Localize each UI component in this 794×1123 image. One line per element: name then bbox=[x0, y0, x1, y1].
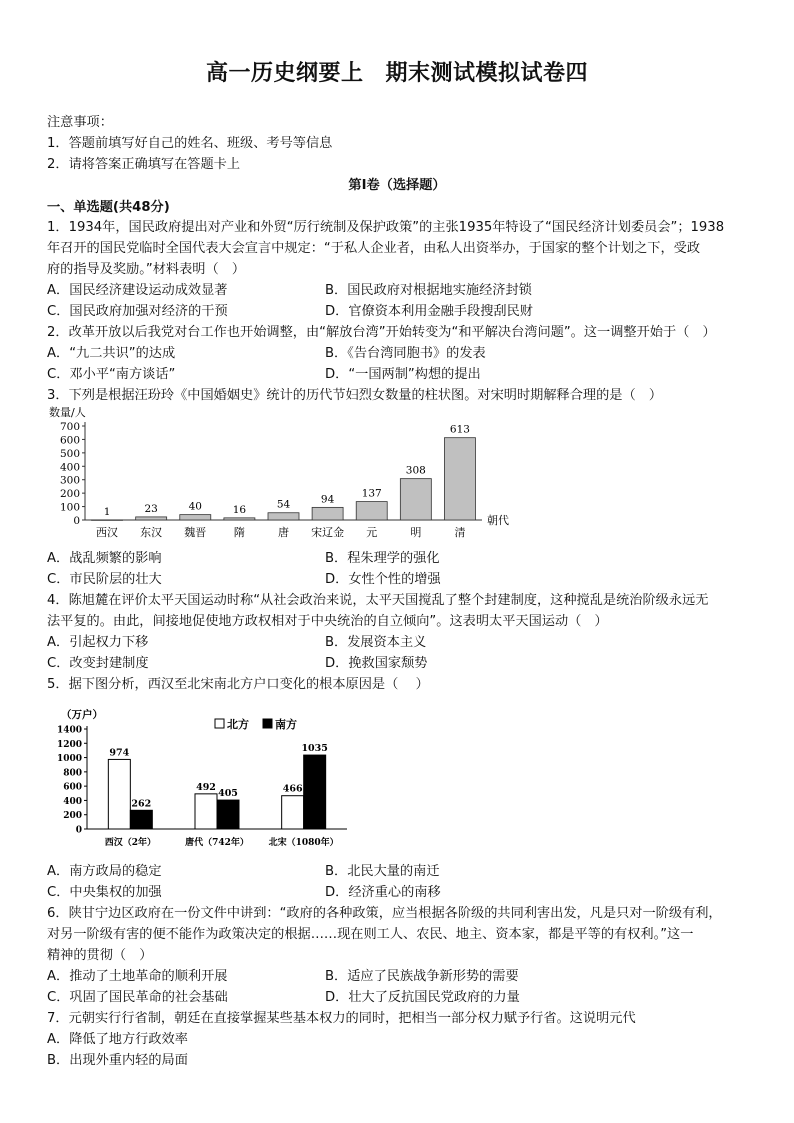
x-tick-label: 唐代（742年） bbox=[185, 838, 249, 848]
legend-swatch bbox=[263, 719, 272, 728]
option-a[interactable]: A．南方政局的稳定 bbox=[47, 864, 162, 879]
y-tick-label: 700 bbox=[59, 421, 80, 433]
data-label: 1035 bbox=[301, 743, 328, 755]
question-text: 府的指导及奖励。”材料表明（ ） bbox=[47, 262, 246, 277]
household-bar-chart bbox=[47, 702, 357, 852]
data-label: 262 bbox=[131, 798, 152, 810]
x-tick-label: 西汉 bbox=[96, 526, 119, 539]
bar bbox=[108, 759, 130, 829]
option-d[interactable]: D．壮大了反抗国民党政府的力量 bbox=[325, 990, 520, 1005]
option-c[interactable]: C．国民政府加强对经济的干预 bbox=[47, 304, 228, 319]
x-tick-label: 魏晋 bbox=[184, 526, 207, 539]
bar bbox=[304, 755, 326, 829]
question-text: 法平复的。由此，间接地促使地方政权相对于中央统治的自立倾向”。这表明太平天国运动（ ） bbox=[47, 614, 608, 629]
option-a[interactable]: A．降低了地方行政效率 bbox=[47, 1032, 188, 1047]
y-tick-label: 1200 bbox=[56, 739, 82, 750]
option-a[interactable]: A．引起权力下移 bbox=[47, 635, 149, 650]
option-b[interactable]: B．发展资本主义 bbox=[325, 635, 427, 650]
option-a[interactable]: A．推动了土地革命的顺利开展 bbox=[47, 969, 228, 984]
data-label: 405 bbox=[218, 788, 238, 800]
y-tick-label: 200 bbox=[63, 811, 82, 822]
question-1 bbox=[47, 217, 747, 406]
data-label: 466 bbox=[282, 783, 303, 795]
bar bbox=[180, 515, 211, 520]
question-text: 对另一阶级有害的便不能作为政策决定的根据……现在则工人、农民、地主、资本家，都是平等的有权利。”这一 bbox=[47, 927, 694, 942]
title-part1: 高一历史纲要上 bbox=[205, 61, 364, 86]
bar bbox=[195, 794, 217, 829]
option-d[interactable]: D．经济重心的南移 bbox=[325, 885, 441, 900]
notice-heading: 注意事项： bbox=[47, 115, 113, 130]
data-label: 23 bbox=[144, 502, 158, 515]
bar bbox=[217, 800, 239, 829]
notice-block bbox=[47, 112, 747, 218]
bar bbox=[136, 517, 167, 520]
data-label: 16 bbox=[232, 503, 247, 516]
legend-swatch bbox=[215, 719, 224, 728]
option-b[interactable]: B．出现外重内轻的局面 bbox=[47, 1053, 188, 1068]
x-axis-label: 朝代 bbox=[487, 514, 509, 527]
data-label: 308 bbox=[405, 464, 426, 477]
bar bbox=[92, 520, 123, 521]
bar bbox=[312, 507, 343, 520]
y-tick-label: 600 bbox=[63, 782, 82, 793]
question-text: 4．陈旭麓在评价太平天国运动时称“从社会政治来说，太平天国搅乱了整个封建制度，这种搅乱是统治阶级永远无 bbox=[47, 593, 709, 608]
question-text: 年召开的国民党临时全国代表大会宣言中规定：“于私人企业者，由私人出资举办，于国家的整个计划之下，受政 bbox=[47, 241, 701, 256]
option-b[interactable]: B．《告台湾同胞书》的发表 bbox=[325, 346, 486, 361]
data-label: 974 bbox=[109, 747, 130, 759]
y-tick-label: 0 bbox=[75, 825, 82, 836]
question-3-options bbox=[47, 548, 747, 695]
data-label: 94 bbox=[320, 493, 335, 506]
x-tick-label: 清 bbox=[454, 526, 466, 539]
question-5-options bbox=[47, 861, 747, 1071]
x-tick-label: 元 bbox=[366, 526, 378, 539]
option-a[interactable]: A．战乱频繁的影响 bbox=[47, 551, 162, 566]
option-b[interactable]: B．国民政府对根据地实施经济封锁 bbox=[325, 283, 532, 298]
x-tick-label: 西汉（2年） bbox=[104, 838, 156, 848]
y-axis-label: （万户） bbox=[61, 709, 103, 721]
bar bbox=[130, 810, 152, 829]
y-tick-label: 800 bbox=[63, 768, 82, 779]
option-a[interactable]: A．“九二共识”的达成 bbox=[47, 346, 176, 361]
y-axis-label: 数量/人 bbox=[49, 406, 86, 419]
y-tick-label: 400 bbox=[63, 796, 82, 807]
y-tick-label: 600 bbox=[59, 434, 80, 447]
section-title: 第I卷（选择题） bbox=[348, 178, 446, 193]
option-d[interactable]: D．挽救国家颓势 bbox=[325, 656, 428, 671]
question-text: 3．下列是根据汪玢玲《中国婚姻史》统计的历代节妇烈女数量的柱状图。对宋明时期解释合理的是（ ） bbox=[47, 388, 663, 403]
bar bbox=[268, 513, 299, 520]
bar bbox=[224, 518, 255, 520]
question-text: 5．据下图分析，西汉至北宋南北方户口变化的根本原因是（ ） bbox=[47, 677, 429, 692]
y-tick-label: 500 bbox=[59, 447, 80, 460]
x-tick-label: 隋 bbox=[233, 526, 245, 539]
martyr-women-bar-chart bbox=[47, 404, 527, 540]
question-text: 7．元朝实行行省制，朝廷在直接掌握某些基本权力的同时，把相当一部分权力赋予行省。这说明元代 bbox=[47, 1011, 636, 1026]
y-tick-label: 400 bbox=[59, 461, 80, 474]
x-tick-label: 北宋（1080年） bbox=[268, 838, 339, 848]
data-label: 54 bbox=[276, 498, 291, 511]
option-c[interactable]: C．改变封建制度 bbox=[47, 656, 149, 671]
question-text: 2．改革开放以后我党对台工作也开始调整，由“解放台湾”开始转变为“和平解决台湾问题”。这一调整开始于（ ） bbox=[47, 325, 716, 340]
data-label: 1 bbox=[103, 505, 111, 518]
y-tick-label: 300 bbox=[59, 474, 80, 487]
x-tick-label: 唐 bbox=[278, 526, 289, 539]
option-d[interactable]: D．“一国两制”构想的提出 bbox=[325, 367, 481, 382]
data-label: 492 bbox=[196, 781, 216, 793]
question-text: 精神的贯彻（ ） bbox=[47, 948, 153, 963]
notice-item: 1．答题前填写好自己的姓名、班级、考号等信息 bbox=[47, 136, 333, 151]
option-b[interactable]: B．适应了民族战争新形势的需要 bbox=[325, 969, 519, 984]
legend-label: 南方 bbox=[275, 718, 297, 731]
data-label: 137 bbox=[361, 487, 382, 500]
part-heading: 一、单选题(共48分) bbox=[47, 200, 170, 215]
bar bbox=[356, 502, 387, 520]
y-tick-label: 1400 bbox=[56, 725, 82, 736]
data-label: 40 bbox=[188, 500, 202, 513]
y-tick-label: 0 bbox=[73, 515, 80, 527]
x-tick-label: 东汉 bbox=[140, 526, 163, 539]
bar bbox=[282, 796, 304, 829]
notice-item: 2．请将答案正确填写在答题卡上 bbox=[47, 157, 241, 172]
option-c[interactable]: C．中央集权的加强 bbox=[47, 885, 162, 900]
option-d[interactable]: D．官僚资本利用金融手段搜刮民财 bbox=[325, 304, 533, 319]
y-tick-label: 100 bbox=[59, 501, 80, 514]
bar bbox=[400, 479, 431, 520]
question-text: 6．陕甘宁边区政府在一份文件中讲到：“政府的各种政策，应当根据各阶级的共同利害出发，凡是只对一阶级有利， bbox=[47, 906, 722, 921]
y-tick-label: 200 bbox=[59, 488, 80, 501]
option-a[interactable]: A．国民经济建设运动成效显著 bbox=[47, 283, 228, 298]
option-c[interactable]: C．市民阶层的壮大 bbox=[47, 572, 162, 587]
bar bbox=[444, 438, 475, 520]
x-tick-label: 明 bbox=[410, 526, 422, 539]
option-b[interactable]: B．程朱理学的强化 bbox=[325, 551, 440, 566]
option-d[interactable]: D．女性个性的增强 bbox=[325, 572, 441, 587]
title-part2: 期末测试模拟试卷四 bbox=[385, 61, 589, 86]
y-tick-label: 1000 bbox=[56, 754, 82, 765]
x-tick-label: 宋辽金 bbox=[311, 526, 345, 539]
question-text: 1．1934年，国民政府提出对产业和外贸“厉行统制及保护政策”的主张1935年特设了“国民经济计划委员会”；1938 bbox=[47, 220, 725, 235]
page-title bbox=[0, 56, 794, 87]
option-c[interactable]: C．巩固了国民革命的社会基础 bbox=[47, 990, 228, 1005]
option-b[interactable]: B．北民大量的南迁 bbox=[325, 864, 440, 879]
data-label: 613 bbox=[449, 423, 470, 436]
option-c[interactable]: C．邓小平“南方谈话” bbox=[47, 367, 176, 382]
legend-label: 北方 bbox=[227, 718, 249, 731]
